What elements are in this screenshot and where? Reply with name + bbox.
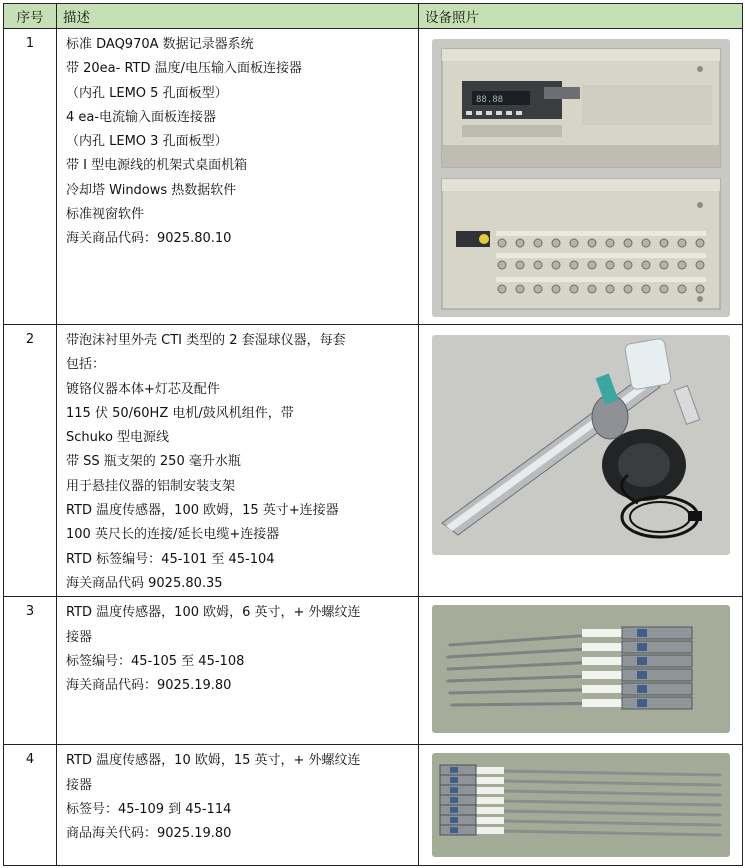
row-number: 3 [4,597,57,745]
description-line: 商品海关代码：9025.19.80 [66,826,232,842]
description-line: 海关商品代码 9025.80.35 [66,575,223,591]
row-description [57,745,419,866]
description-line: RTD 温度传感器，10 欧姆，15 英寸，+ 外螺纹连 [66,753,361,769]
header-row [4,4,743,29]
wet-bulb-instrument-photo [432,335,730,555]
svg-text:88.88: 88.88 [476,95,504,105]
description-line: （内孔 LEMO 5 孔面板型） [66,85,228,101]
description-line: 4 ea-电流输入面板连接器 [66,109,217,125]
description-line: （内孔 LEMO 3 孔面板型） [66,134,228,150]
description-line: 包括： [66,357,106,373]
row-photo-cell [419,597,743,745]
row-photo-cell [419,325,743,597]
description-line: 标准 DAQ970A 数据记录器系统 [66,37,254,52]
description-line: 接器 [66,777,93,793]
description-line: 镀铬仪器本体+灯芯及配件 [66,381,220,397]
description-line: 带 I 型电源线的机架式桌面机箱 [66,158,248,174]
row-number: 1 [4,29,57,325]
description-line: 接器 [66,629,93,645]
row-description [57,325,419,597]
row-photo-cell [419,745,743,866]
description-line: 标签编号：45-105 至 45-108 [66,653,245,669]
table-row [4,745,743,866]
description-line: RTD 标签编号：45-101 至 45-104 [66,551,275,567]
row-photo-cell [419,29,743,325]
description-line: 标准视窗软件 [66,207,145,223]
table-row [4,325,743,597]
description-line: 海关商品代码：9025.19.80 [66,678,232,694]
table-row [4,29,743,325]
table-row [4,597,743,745]
row-description [57,597,419,745]
long-rtd-probes-photo [432,753,730,857]
row-number: 2 [4,325,57,597]
header-description: 描述 [57,4,419,29]
short-rtd-probes-photo [432,605,730,733]
row-description [57,29,419,325]
description-line: 100 英尺长的连接/延长电缆+连接器 [66,527,280,543]
description-line: 海关商品代码：9025.80.10 [66,231,232,247]
data-logger-photo [432,39,730,317]
description-line: Schuko 型电源线 [66,430,170,446]
description-line: 带 SS 瓶支架的 250 毫升水瓶 [66,454,241,470]
description-line: 带泡沫衬里外壳 CTI 类型的 2 套湿球仪器，每套 [66,333,346,348]
row-number: 4 [4,745,57,866]
header-photo: 设备照片 [419,4,743,29]
header-number: 序号 [4,4,57,29]
description-line: 标签号：45-109 到 45-114 [66,801,232,817]
description-line: 用于悬挂仪器的铝制安装支架 [66,478,236,494]
description-line: 冷却塔 Windows 热数据软件 [66,182,237,198]
description-line: RTD 温度传感器，100 欧姆，6 英寸，+ 外螺纹连 [66,605,361,621]
description-line: 带 20ea- RTD 温度/电压输入面板连接器 [66,61,303,77]
description-line: RTD 温度传感器，100 欧姆，15 英寸+连接器 [66,503,339,519]
description-line: 115 伏 50/60HZ 电机/鼓风机组件，带 [66,405,294,421]
equipment-table [3,3,743,866]
